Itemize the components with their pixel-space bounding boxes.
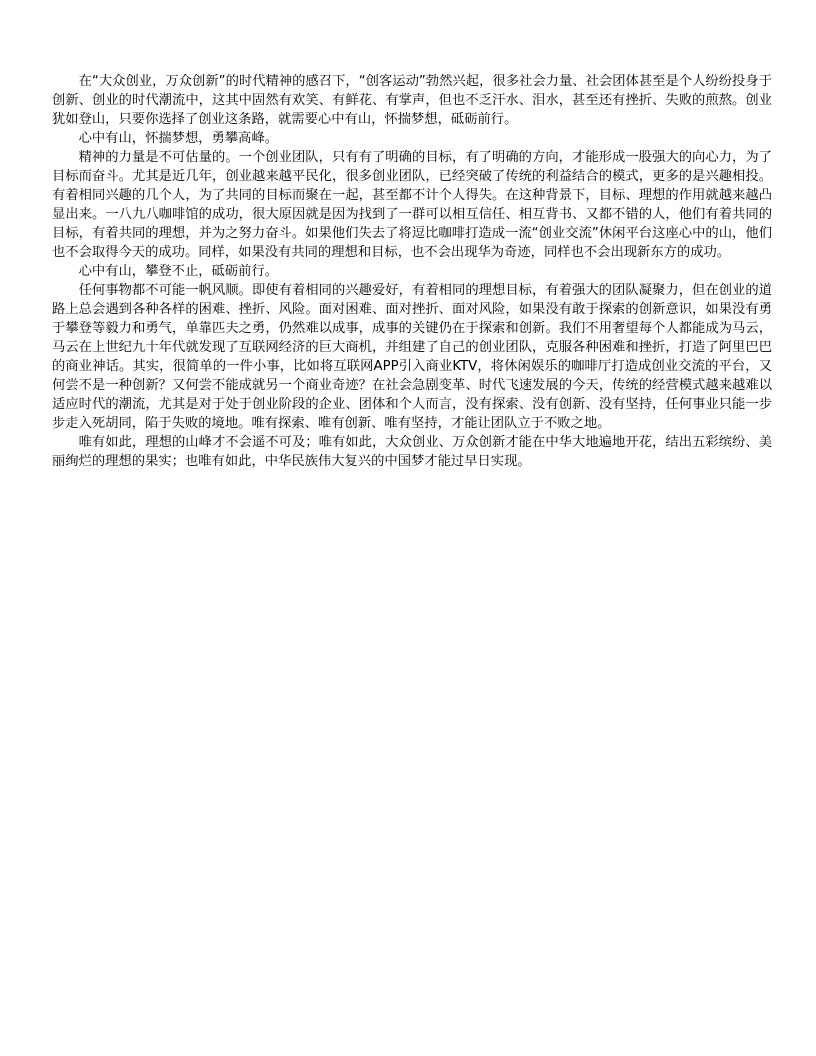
paragraph-spirit: 精神的力量是不可估量的。一个创业团队，只有有了明确的目标，有了明确的方向，才能形成一股强大的向心力，为了目标而奋斗。尤其是近几年，创业越来越平民化，很多创业团队，已经突破了传统的利益结合的模式，更多的是兴趣相投。有着相同兴趣的几个人，为了共同的目标而聚在一起，甚至都不计个人得失。在这种背景下，目标、理想的作用就越来越凸显出来。一八九八咖啡馆的成功，很大原因就是因为找到了一群可以相互信任、相互背书、又都不错的人，他们有着共同的目标，有着共同的理想，并为之努力奋斗。如果他们失去了将逗比咖啡打造成一流“创业交流”休闲平台这座心中的山，他们也不会取得今天的成功。同样，如果没有共同的理想和目标，也不会出现华为奇迹，同样也不会出现新东方的成功。: [52, 150, 772, 260]
paragraph-innovation: 任何事物都不可能一帆风顺。即使有着相同的兴趣爱好，有着相同的理想目标，有着强大的团队凝聚力，但在创业的道路上总会遇到各种各样的困难、挫折、风险。面对困难、面对挫折、面对风险，如果没有敢于探索的创新意识，如果没有勇于攀登等毅力和勇气，单靠匹夫之勇，仍然难以成事，成事的关键仍在于探索和创新。我们不用奢望每个人都能成为马云，马云在上世纪九十年代就发现了互联网经济的巨大商机，并组建了自己的创业团队，克服各种困难和挫折，打造了阿里巴巴的商业神话。其实，很简单的一件小事，比如将互联网APP引入商业KTV，将休闲娱乐的咖啡厅打造成创业交流的平台，又何尝不是一种创新？又何尝不能成就另一个商业奇迹？在社会急剧变革、时代飞速发展的今天，传统的经营模式越来越难以适应时代的潮流，尤其是对于处于创业阶段的企业、团体和个人而言，没有探索、没有创新、没有坚持，任何事业只能一步步走入死胡同，陷于失败的境地。唯有探索、唯有创新、唯有坚持，才能让团队立于不败之地。: [52, 283, 772, 431]
section-heading-dream: 心中有山，怀揣梦想，勇攀高峰。: [78, 131, 279, 146]
paragraph-intro: 在“大众创业，万众创新”的时代精神的感召下，“创客运动”勃然兴起，很多社会力量、社会团体甚至是个人纷纷投身于创新、创业的时代潮流中，这其中固然有欢笑、有鲜花、有掌声，但也不乏汗水、泪水，甚至还有挫折、失败的煎熬。创业犹如登山，只要你选择了创业这条路，就需要心中有山，怀揣梦想，砥砺前行。: [52, 74, 772, 127]
section-heading-climb: 心中有山，攀登不止，砥砺前行。: [78, 264, 279, 279]
paragraph-conclusion: 唯有如此，理想的山峰才不会遥不可及；唯有如此，大众创业、万众创新才能在中华大地遍地开花，结出五彩缤纷、美丽绚烂的理想的果实；也唯有如此，中华民族伟大复兴的中国梦才能过早日实现。: [52, 435, 772, 469]
document-body: [52, 72, 772, 471]
